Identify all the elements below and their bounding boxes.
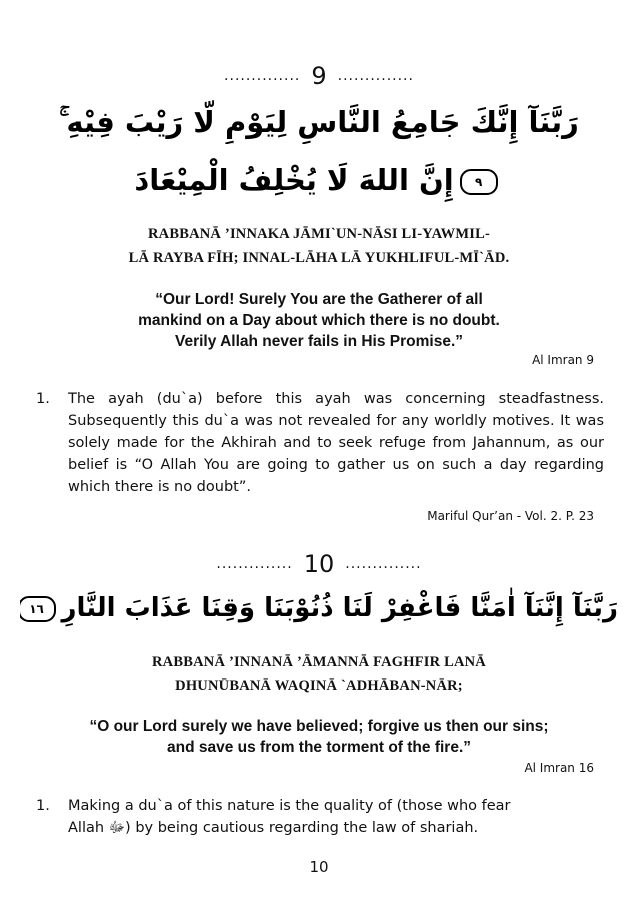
transliteration xyxy=(40,222,598,270)
surah-reference: Al Imran 16 xyxy=(524,761,594,775)
section-10-heading xyxy=(0,550,638,578)
arabic-verse-line-1: رَبَّنَآ إِنَّكَ جَامِعُ النَّاسِ لِيَوْمٍ لَّا رَيْبَ فِيْهِ ۚ xyxy=(59,105,579,139)
translation xyxy=(40,716,598,758)
section-9-heading xyxy=(0,62,638,90)
heading-dots-right: .............. xyxy=(345,556,422,572)
ayah-number-marker: ١٦ xyxy=(20,596,56,622)
section-number: 10 xyxy=(303,550,335,578)
ayah-number-marker: ٩ xyxy=(460,169,498,195)
arabic-verse-line-1: رَبَّنَآ إِنَّنَآ اٰمَنَّا فَاغْفِرْ لَنَا ذُنُوْبَنَا وَقِنَا عَذَابَ النَّارِ١٦ xyxy=(20,586,618,630)
translation-line: and save us from the torment of the fire.” xyxy=(166,739,472,756)
note-text-line: Making a du`a of this nature is the quality of (those who fear xyxy=(68,798,511,814)
translation xyxy=(40,289,598,352)
translation-line: mankind on a Day about which there is no doubt. xyxy=(138,312,500,329)
note-number: 1. xyxy=(36,391,50,407)
page-number: 10 xyxy=(309,858,329,876)
source-citation: Mariful Qur’an - Vol. 2. P. 23 xyxy=(427,509,594,523)
transliteration-line: LĀ RAYBA FĪH; INNAL-LĀHA LĀ YUKHLIFUL-MĪ`ĀD. xyxy=(128,250,510,266)
commentary-note xyxy=(36,795,604,839)
translation-line: “Our Lord! Surely You are the Gatherer of all xyxy=(155,291,483,308)
translation-line: “O our Lord surely we have believed; forgive us then our sins; xyxy=(89,718,549,735)
surah-reference: Al Imran 9 xyxy=(532,353,594,367)
transliteration-line: RABBANĀ ’INNAKA JĀMI`UN-NĀSI LI-YAWMIL- xyxy=(148,226,490,242)
note-text: The ayah (du`a) before this ayah was concerning steadfastness. Subsequently this du`a was not revealed for any worldly motives. It was solely made for the Akhirah and to seek refuge from Jahannum, as our belief is “O Allah You are going to gather us on such a day regarding which there is no doubt”. xyxy=(68,391,604,495)
arabic-verse-line-2: ٩إِنَّ اللهَ لَا يُخْلِفُ الْمِيْعَادَ xyxy=(20,158,618,202)
transliteration xyxy=(40,650,598,698)
note-text-line: Allah ﷻ) by being cautious regarding the law of shariah. xyxy=(68,820,479,836)
translation-line: Verily Allah never fails in His Promise.” xyxy=(174,333,464,350)
heading-dots-left: .............. xyxy=(216,556,293,572)
heading-dots-left: .............. xyxy=(224,68,301,84)
transliteration-line: RABBANĀ ’INNANĀ ’ĀMANNĀ FAGHFIR LANĀ xyxy=(152,654,486,670)
heading-dots-right: .............. xyxy=(337,68,414,84)
section-number: 9 xyxy=(311,62,327,90)
commentary-note xyxy=(36,388,604,498)
transliteration-line: DHUNŪBANĀ WAQINĀ `ADHĀBAN-NĀR; xyxy=(175,678,463,694)
note-number: 1. xyxy=(36,798,50,814)
